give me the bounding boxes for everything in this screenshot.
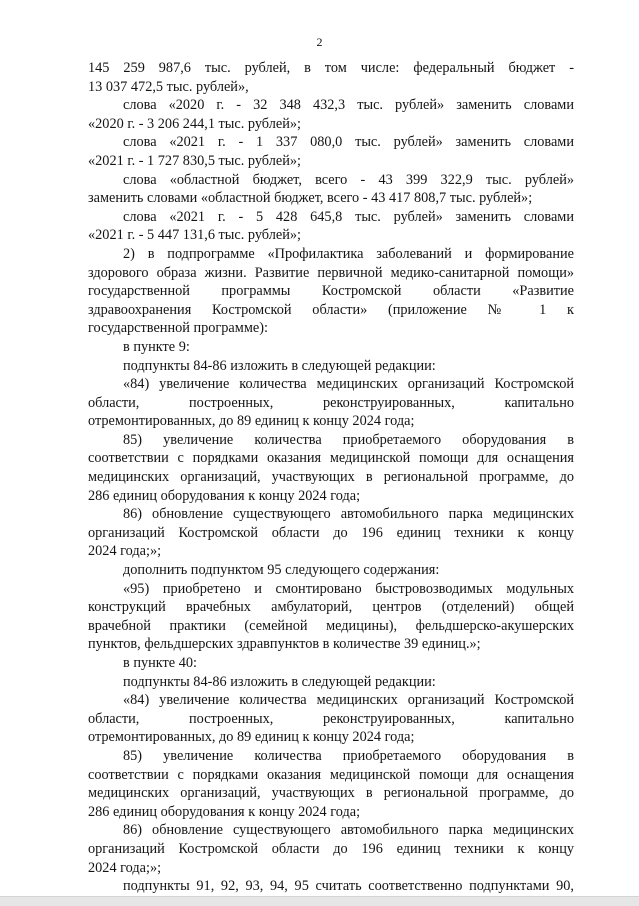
text-line: в пункте 40: <box>123 655 197 671</box>
document-body <box>88 59 574 896</box>
text-line: слова «областной бюджет, всего - 43 399 322,9 тыс. рублей» <box>123 171 574 188</box>
text-line: отремонтированных, до 89 единиц к концу 2024 года; <box>88 729 415 746</box>
text-line: 286 единиц оборудования к концу 2024 года; <box>88 487 361 504</box>
text-line: «95) приобретено и смонтировано быстровозводимых модульных <box>123 580 574 597</box>
text-line: области, построенных, реконструированных, капитально <box>88 710 574 727</box>
text-line: государственной программе): <box>88 320 268 337</box>
text-line: здорового образа жизни. Развитие первичной медико-санитарной помощи» <box>88 264 574 281</box>
text-line: слова «2020 г. - 32 348 432,3 тыс. рублей» заменить словами <box>123 97 574 114</box>
text-line: слова «2021 г. - 5 428 645,8 тыс. рублей» заменить словами <box>123 208 574 225</box>
text-line: 2) в подпрограмме «Профилактика заболеваний и формирование <box>123 245 574 262</box>
page-number: 2 <box>316 35 323 49</box>
text-line: врачебной практики (семейной медицины), фельдшерско-акушерских <box>88 617 574 634</box>
text-line: «2021 г. - 5 447 131,6 тыс. рублей»; <box>88 227 301 244</box>
text-line: конструкций врачебных амбулаторий, центров (отделений) общей <box>88 599 574 616</box>
text-line: подпункты 84-86 изложить в следующей редакции: <box>123 673 436 690</box>
text-line: отремонтированных, до 89 единиц к концу 2024 года; <box>88 413 415 430</box>
text-line: соответствии с порядками оказания медицинской помощи для оснащения <box>88 450 574 467</box>
text-line: государственной программы Костромской области «Развитие <box>88 283 574 300</box>
text-line: слова «2021 г. - 1 337 080,0 тыс. рублей» заменить словами <box>123 134 574 151</box>
text-line: «84) увеличение количества медицинских организаций Костромской <box>123 376 574 393</box>
text-line: организаций Костромской области до 196 единиц техники к концу <box>88 524 574 541</box>
text-line: «84) увеличение количества медицинских организаций Костромской <box>123 692 574 709</box>
text-line: организаций Костромской области до 196 единиц техники к концу <box>88 840 574 857</box>
text-line: в пункте 9: <box>123 338 190 355</box>
text-line: «2020 г. - 3 206 244,1 тыс. рублей»; <box>88 115 301 132</box>
text-line: 286 единиц оборудования к концу 2024 года; <box>88 803 361 820</box>
text-line: 86) обновление существующего автомобильного парка медицинских <box>123 822 574 839</box>
text-line: 85) увеличение количества приобретаемого оборудования в <box>123 431 574 448</box>
text-line: пунктов, фельдшерских здравпунктов в количестве 39 единиц.»; <box>88 636 481 653</box>
text-line: здравоохранения Костромской области» (приложение № 1 к <box>88 301 574 318</box>
text-line: 86) обновление существующего автомобильного парка медицинских <box>123 506 574 523</box>
text-line: 85) увеличение количества приобретаемого оборудования в <box>123 747 574 764</box>
text-line: подпункты 91, 92, 93, 94, 95 считать соответственно подпунктами 90, <box>123 878 574 895</box>
text-line: заменить словами «областной бюджет, всего - 43 417 808,7 тыс. рублей»; <box>88 190 533 207</box>
text-line: 13 037 472,5 тыс. рублей», <box>88 78 249 95</box>
text-line: соответствии с порядками оказания медицинской помощи для оснащения <box>88 766 574 783</box>
text-line: области, построенных, реконструированных, капитально <box>88 394 574 411</box>
text-line: дополнить подпунктом 95 следующего содержания: <box>123 562 440 579</box>
text-line: подпункты 84-86 изложить в следующей редакции: <box>123 357 436 374</box>
text-line: 145 259 987,6 тыс. рублей, в том числе: федеральный бюджет - <box>88 60 574 76</box>
text-line: 2024 года;»; <box>88 859 162 876</box>
text-line: медицинских организаций, участвующих в региональной программе, до <box>88 469 574 486</box>
text-line: «2021 г. - 1 727 830,5 тыс. рублей»; <box>88 152 301 169</box>
text-line: 2024 года;»; <box>88 543 162 560</box>
text-line: медицинских организаций, участвующих в региональной программе, до <box>88 785 574 802</box>
